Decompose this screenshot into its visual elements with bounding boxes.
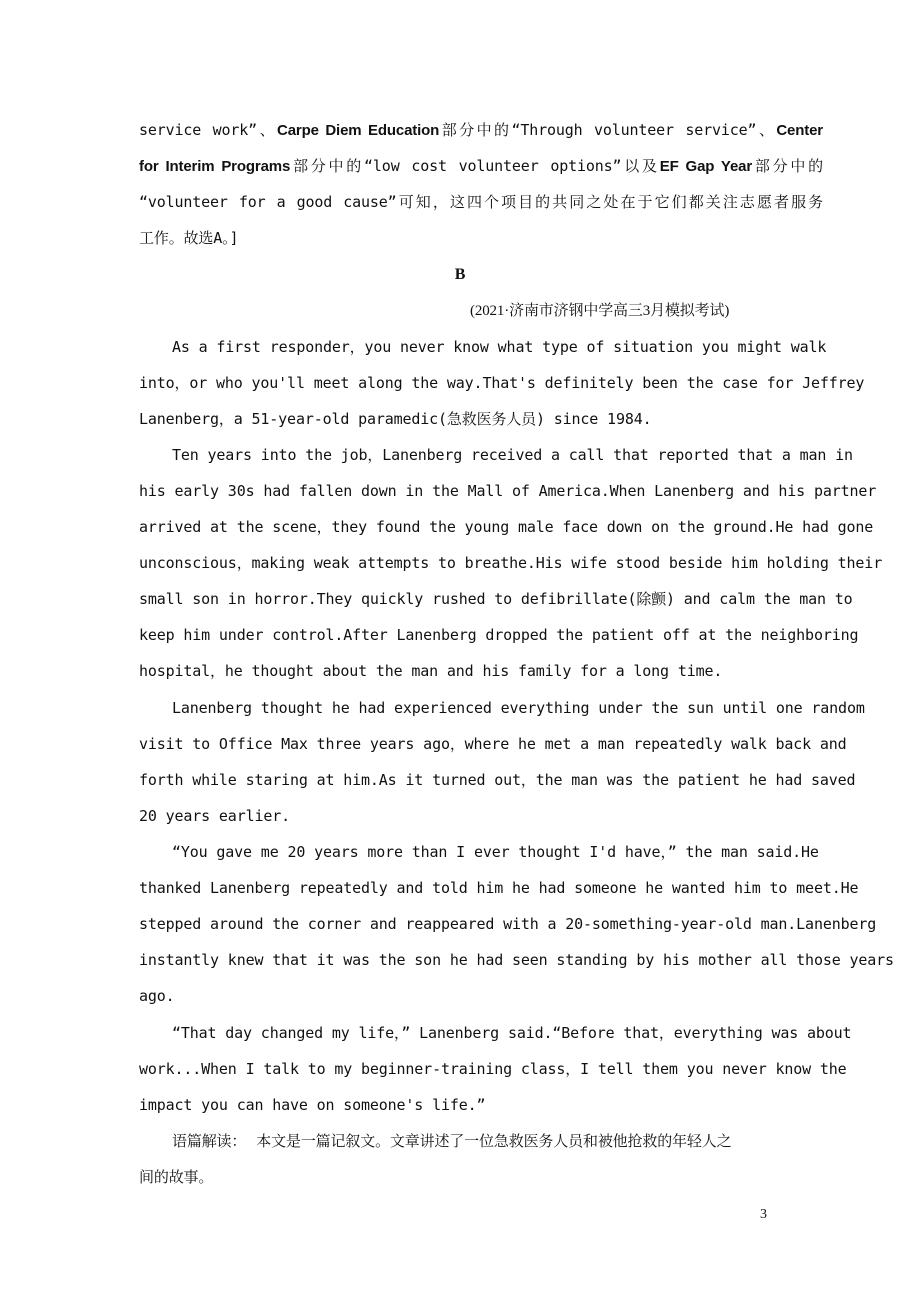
prev-answer-line-1 [139, 120, 823, 141]
para-2-line-5: small son in horror.They quickly rushed to defibrillate(除颤) and calm the man to [139, 590, 853, 608]
para-4-line-3: stepped around the corner and reappeared with a 20-something-year-old man.Lanenberg [139, 915, 877, 933]
page-number: 3 [760, 1207, 767, 1222]
passage-source: (2021·济南市济钢中学高三3月模拟考试) [470, 303, 730, 319]
program-name-center: Center [776, 122, 823, 139]
para-3-line-3: forth while staring at him.As it turned out，the man was the patient he had saved [139, 771, 856, 789]
analysis-label: 语篇解读： [172, 1132, 247, 1150]
program-name-carpe-diem: Carpe Diem Education [277, 122, 440, 139]
text-run: 部分中的“Through volunteer service”、 [439, 121, 777, 139]
para-1-line-1: As a first responder，you never know what type of situation you might walk [172, 338, 827, 356]
section-letter: B [454, 266, 466, 283]
text-run: 部分中的 [752, 157, 824, 175]
para-2-line-6: keep him under control.After Lanenberg dropped the patient off at the neighboring [139, 626, 859, 644]
para-5-line-2: work...When I talk to my beginner-training class，I tell them you never know the [139, 1060, 847, 1078]
analysis-text: 本文是一篇记叙文。文章讲述了一位急救医务人员和被他抢救的年轻人之 [256, 1132, 732, 1150]
text-run: 部分中的“low cost volunteer options”以及 [290, 157, 660, 175]
program-name-interim: for Interim Programs [139, 158, 291, 175]
para-4-line-4: instantly knew that it was the son he had seen standing by his mother all those years [139, 951, 894, 969]
text-run: service work”、 [139, 121, 278, 139]
para-4-line-2: thanked Lanenberg repeatedly and told him he had someone he wanted him to meet.He [139, 879, 859, 897]
analysis-line-2: 间的故事。 [139, 1168, 214, 1186]
para-2-line-1: Ten years into the job，Lanenberg received a call that reported that a man in [172, 446, 853, 464]
program-name-ef-gap-year: EF Gap Year [659, 158, 753, 175]
para-1-line-3: Lanenberg，a 51-year-old paramedic(急救医务人员) since 1984. [139, 410, 652, 428]
prev-answer-line-3: “volunteer for a good cause”可知，这四个项目的共同之处在于它们都关注志愿者服务 [139, 193, 823, 211]
para-5-line-1: “That day changed my life，” Lanenberg said.“Before that，everything was about [172, 1024, 852, 1042]
prev-answer-line-2 [139, 156, 823, 177]
para-3-line-1: Lanenberg thought he had experienced everything under the sun until one random [172, 699, 865, 717]
para-4-line-1: “You gave me 20 years more than I ever thought I'd have，” the man said.He [172, 843, 819, 861]
para-2-line-3: arrived at the scene，they found the young male face down on the ground.He had gone [139, 518, 874, 536]
para-5-line-3: impact you can have on someone's life.” [139, 1096, 486, 1114]
para-4-line-5: ago. [139, 987, 175, 1005]
para-2-line-2: his early 30s had fallen down in the Mall of America.When Lanenberg and his partner [139, 482, 877, 500]
para-3-line-4: 20 years earlier. [139, 807, 290, 825]
analysis-line-1 [172, 1131, 792, 1151]
para-3-line-2: visit to Office Max three years ago，where he met a man repeatedly walk back and [139, 735, 847, 753]
para-2-line-4: unconscious，making weak attempts to breathe.His wife stood beside him holding their [139, 554, 883, 572]
para-2-line-7: hospital，he thought about the man and his family for a long time. [139, 662, 723, 680]
prev-answer-line-4: 工作。故选A。] [139, 229, 239, 247]
para-1-line-2: into，or who you'll meet along the way.That's definitely been the case for Jeffrey [139, 374, 865, 392]
